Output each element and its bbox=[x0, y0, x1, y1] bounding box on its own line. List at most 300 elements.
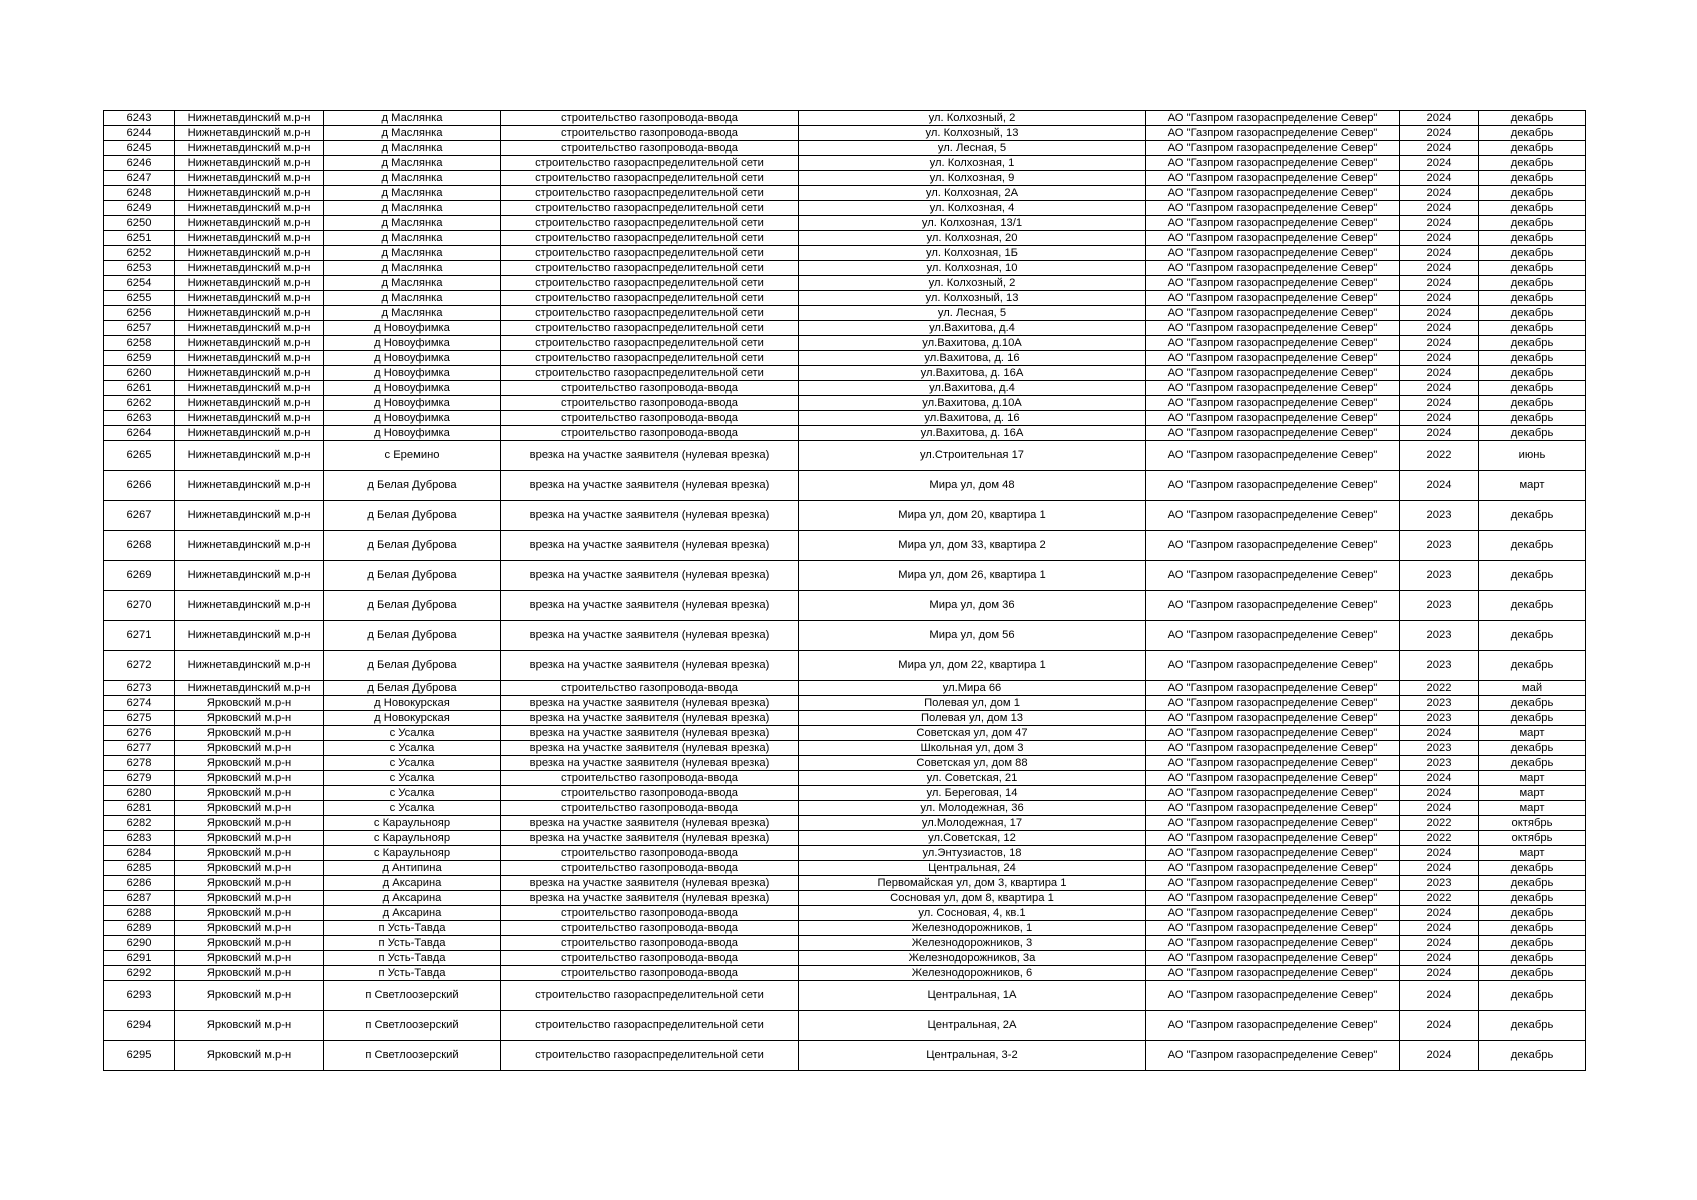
locality-cell: д Маслянка bbox=[324, 141, 501, 156]
organization-cell: АО "Газпром газораспределение Север" bbox=[1146, 396, 1400, 411]
table-row bbox=[104, 711, 1586, 726]
table-row bbox=[104, 111, 1586, 126]
district-cell: Ярковский м.р-н bbox=[175, 756, 324, 771]
month-cell: декабрь bbox=[1479, 261, 1586, 276]
organization-cell: АО "Газпром газораспределение Север" bbox=[1146, 231, 1400, 246]
row-number-cell: 6260 bbox=[104, 366, 175, 381]
work-type-cell: строительство газораспределительной сети bbox=[501, 366, 799, 381]
data-table bbox=[103, 110, 1586, 1071]
organization-cell: АО "Газпром газораспределение Север" bbox=[1146, 366, 1400, 381]
address-cell: ул. Колхозный, 2 bbox=[799, 111, 1146, 126]
locality-cell: д Маслянка bbox=[324, 126, 501, 141]
address-cell: Мира ул, дом 20, квартира 1 bbox=[799, 501, 1146, 531]
organization-cell: АО "Газпром газораспределение Север" bbox=[1146, 1011, 1400, 1041]
work-type-cell: строительство газораспределительной сети bbox=[501, 216, 799, 231]
row-number-cell: 6249 bbox=[104, 201, 175, 216]
table-row bbox=[104, 321, 1586, 336]
locality-cell: д Аксарина bbox=[324, 891, 501, 906]
month-cell: декабрь bbox=[1479, 1011, 1586, 1041]
locality-cell: д Белая Дуброва bbox=[324, 531, 501, 561]
year-cell: 2024 bbox=[1400, 321, 1479, 336]
table-row bbox=[104, 681, 1586, 696]
organization-cell: АО "Газпром газораспределение Север" bbox=[1146, 831, 1400, 846]
table-row bbox=[104, 291, 1586, 306]
month-cell: декабрь bbox=[1479, 186, 1586, 201]
table-row bbox=[104, 126, 1586, 141]
row-number-cell: 6294 bbox=[104, 1011, 175, 1041]
address-cell: ул.Вахитова, д. 16 bbox=[799, 411, 1146, 426]
month-cell: декабрь bbox=[1479, 696, 1586, 711]
table-row bbox=[104, 1041, 1586, 1071]
year-cell: 2022 bbox=[1400, 816, 1479, 831]
locality-cell: д Маслянка bbox=[324, 291, 501, 306]
row-number-cell: 6268 bbox=[104, 531, 175, 561]
row-number-cell: 6277 bbox=[104, 741, 175, 756]
locality-cell: д Белая Дуброва bbox=[324, 621, 501, 651]
table-row bbox=[104, 621, 1586, 651]
table-row bbox=[104, 396, 1586, 411]
locality-cell: с Усалка bbox=[324, 771, 501, 786]
row-number-cell: 6245 bbox=[104, 141, 175, 156]
organization-cell: АО "Газпром газораспределение Север" bbox=[1146, 186, 1400, 201]
row-number-cell: 6257 bbox=[104, 321, 175, 336]
district-cell: Ярковский м.р-н bbox=[175, 966, 324, 981]
month-cell: декабрь bbox=[1479, 246, 1586, 261]
organization-cell: АО "Газпром газораспределение Север" bbox=[1146, 216, 1400, 231]
district-cell: Нижнетавдинский м.р-н bbox=[175, 336, 324, 351]
organization-cell: АО "Газпром газораспределение Север" bbox=[1146, 681, 1400, 696]
organization-cell: АО "Газпром газораспределение Север" bbox=[1146, 696, 1400, 711]
month-cell: декабрь bbox=[1479, 906, 1586, 921]
organization-cell: АО "Газпром газораспределение Север" bbox=[1146, 261, 1400, 276]
district-cell: Нижнетавдинский м.р-н bbox=[175, 276, 324, 291]
district-cell: Нижнетавдинский м.р-н bbox=[175, 561, 324, 591]
year-cell: 2022 bbox=[1400, 891, 1479, 906]
organization-cell: АО "Газпром газораспределение Север" bbox=[1146, 621, 1400, 651]
organization-cell: АО "Газпром газораспределение Север" bbox=[1146, 246, 1400, 261]
month-cell: декабрь bbox=[1479, 171, 1586, 186]
work-type-cell: строительство газопровода-ввода bbox=[501, 786, 799, 801]
address-cell: Мира ул, дом 36 bbox=[799, 591, 1146, 621]
year-cell: 2022 bbox=[1400, 441, 1479, 471]
table-row bbox=[104, 786, 1586, 801]
work-type-cell: строительство газопровода-ввода bbox=[501, 861, 799, 876]
month-cell: май bbox=[1479, 681, 1586, 696]
organization-cell: АО "Газпром газораспределение Север" bbox=[1146, 1041, 1400, 1071]
address-cell: Мира ул, дом 33, квартира 2 bbox=[799, 531, 1146, 561]
work-type-cell: врезка на участке заявителя (нулевая врезка) bbox=[501, 831, 799, 846]
locality-cell: д Аксарина bbox=[324, 876, 501, 891]
address-cell: ул. Лесная, 5 bbox=[799, 141, 1146, 156]
month-cell: декабрь bbox=[1479, 366, 1586, 381]
month-cell: декабрь bbox=[1479, 141, 1586, 156]
row-number-cell: 6263 bbox=[104, 411, 175, 426]
district-cell: Нижнетавдинский м.р-н bbox=[175, 291, 324, 306]
work-type-cell: строительство газопровода-ввода bbox=[501, 126, 799, 141]
address-cell: ул. Молодежная, 36 bbox=[799, 801, 1146, 816]
row-number-cell: 6267 bbox=[104, 501, 175, 531]
table-row bbox=[104, 501, 1586, 531]
organization-cell: АО "Газпром газораспределение Север" bbox=[1146, 966, 1400, 981]
locality-cell: д Маслянка bbox=[324, 246, 501, 261]
work-type-cell: строительство газораспределительной сети bbox=[501, 171, 799, 186]
district-cell: Нижнетавдинский м.р-н bbox=[175, 171, 324, 186]
month-cell: декабрь bbox=[1479, 156, 1586, 171]
month-cell: декабрь bbox=[1479, 891, 1586, 906]
year-cell: 2024 bbox=[1400, 921, 1479, 936]
month-cell: декабрь bbox=[1479, 231, 1586, 246]
year-cell: 2024 bbox=[1400, 171, 1479, 186]
month-cell: декабрь bbox=[1479, 501, 1586, 531]
year-cell: 2024 bbox=[1400, 111, 1479, 126]
row-number-cell: 6256 bbox=[104, 306, 175, 321]
year-cell: 2023 bbox=[1400, 531, 1479, 561]
organization-cell: АО "Газпром газораспределение Север" bbox=[1146, 501, 1400, 531]
locality-cell: д Новокурская bbox=[324, 696, 501, 711]
year-cell: 2024 bbox=[1400, 471, 1479, 501]
district-cell: Ярковский м.р-н bbox=[175, 981, 324, 1011]
year-cell: 2023 bbox=[1400, 696, 1479, 711]
row-number-cell: 6280 bbox=[104, 786, 175, 801]
address-cell: Центральная, 3-2 bbox=[799, 1041, 1146, 1071]
locality-cell: д Маслянка bbox=[324, 186, 501, 201]
locality-cell: д Новоуфимка bbox=[324, 351, 501, 366]
year-cell: 2022 bbox=[1400, 831, 1479, 846]
year-cell: 2024 bbox=[1400, 231, 1479, 246]
table-row bbox=[104, 336, 1586, 351]
address-cell: Полевая ул, дом 13 bbox=[799, 711, 1146, 726]
organization-cell: АО "Газпром газораспределение Север" bbox=[1146, 651, 1400, 681]
district-cell: Нижнетавдинский м.р-н bbox=[175, 681, 324, 696]
month-cell: декабрь bbox=[1479, 561, 1586, 591]
locality-cell: д Маслянка bbox=[324, 261, 501, 276]
organization-cell: АО "Газпром газораспределение Север" bbox=[1146, 846, 1400, 861]
address-cell: Центральная, 2А bbox=[799, 1011, 1146, 1041]
row-number-cell: 6288 bbox=[104, 906, 175, 921]
locality-cell: с Усалка bbox=[324, 801, 501, 816]
address-cell: ул.Вахитова, д. 16А bbox=[799, 426, 1146, 441]
address-cell: Центральная, 1А bbox=[799, 981, 1146, 1011]
district-cell: Нижнетавдинский м.р-н bbox=[175, 231, 324, 246]
address-cell: ул. Колхозная, 1Б bbox=[799, 246, 1146, 261]
district-cell: Ярковский м.р-н bbox=[175, 831, 324, 846]
work-type-cell: строительство газораспределительной сети bbox=[501, 291, 799, 306]
address-cell: ул. Сосновая, 4, кв.1 bbox=[799, 906, 1146, 921]
locality-cell: п Светлоозерский bbox=[324, 981, 501, 1011]
month-cell: декабрь bbox=[1479, 201, 1586, 216]
work-type-cell: врезка на участке заявителя (нулевая врезка) bbox=[501, 756, 799, 771]
work-type-cell: строительство газораспределительной сети bbox=[501, 156, 799, 171]
address-cell: ул. Береговая, 14 bbox=[799, 786, 1146, 801]
row-number-cell: 6248 bbox=[104, 186, 175, 201]
locality-cell: п Светлоозерский bbox=[324, 1011, 501, 1041]
row-number-cell: 6293 bbox=[104, 981, 175, 1011]
table-row bbox=[104, 906, 1586, 921]
work-type-cell: строительство газопровода-ввода bbox=[501, 381, 799, 396]
row-number-cell: 6290 bbox=[104, 936, 175, 951]
organization-cell: АО "Газпром газораспределение Север" bbox=[1146, 891, 1400, 906]
table-row bbox=[104, 471, 1586, 501]
table-row bbox=[104, 246, 1586, 261]
work-type-cell: врезка на участке заявителя (нулевая врезка) bbox=[501, 711, 799, 726]
row-number-cell: 6246 bbox=[104, 156, 175, 171]
district-cell: Нижнетавдинский м.р-н bbox=[175, 321, 324, 336]
row-number-cell: 6289 bbox=[104, 921, 175, 936]
month-cell: декабрь bbox=[1479, 426, 1586, 441]
table-row bbox=[104, 351, 1586, 366]
address-cell: Сосновая ул, дом 8, квартира 1 bbox=[799, 891, 1146, 906]
table-row bbox=[104, 831, 1586, 846]
locality-cell: с Усалка bbox=[324, 741, 501, 756]
work-type-cell: врезка на участке заявителя (нулевая врезка) bbox=[501, 741, 799, 756]
work-type-cell: строительство газопровода-ввода bbox=[501, 921, 799, 936]
organization-cell: АО "Газпром газораспределение Север" bbox=[1146, 276, 1400, 291]
table-row bbox=[104, 1011, 1586, 1041]
district-cell: Ярковский м.р-н bbox=[175, 861, 324, 876]
row-number-cell: 6266 bbox=[104, 471, 175, 501]
month-cell: декабрь bbox=[1479, 276, 1586, 291]
year-cell: 2024 bbox=[1400, 246, 1479, 261]
year-cell: 2024 bbox=[1400, 336, 1479, 351]
district-cell: Нижнетавдинский м.р-н bbox=[175, 201, 324, 216]
address-cell: Первомайская ул, дом 3, квартира 1 bbox=[799, 876, 1146, 891]
work-type-cell: строительство газопровода-ввода bbox=[501, 951, 799, 966]
locality-cell: д Маслянка bbox=[324, 276, 501, 291]
work-type-cell: строительство газопровода-ввода bbox=[501, 936, 799, 951]
locality-cell: д Белая Дуброва bbox=[324, 501, 501, 531]
organization-cell: АО "Газпром газораспределение Север" bbox=[1146, 126, 1400, 141]
address-cell: ул.Вахитова, д. 16А bbox=[799, 366, 1146, 381]
organization-cell: АО "Газпром газораспределение Север" bbox=[1146, 906, 1400, 921]
locality-cell: с Караульнояр bbox=[324, 831, 501, 846]
organization-cell: АО "Газпром газораспределение Север" bbox=[1146, 441, 1400, 471]
year-cell: 2024 bbox=[1400, 261, 1479, 276]
table-row bbox=[104, 231, 1586, 246]
month-cell: март bbox=[1479, 471, 1586, 501]
month-cell: июнь bbox=[1479, 441, 1586, 471]
row-number-cell: 6295 bbox=[104, 1041, 175, 1071]
month-cell: декабрь bbox=[1479, 306, 1586, 321]
district-cell: Нижнетавдинский м.р-н bbox=[175, 351, 324, 366]
row-number-cell: 6287 bbox=[104, 891, 175, 906]
district-cell: Нижнетавдинский м.р-н bbox=[175, 216, 324, 231]
year-cell: 2024 bbox=[1400, 411, 1479, 426]
table-row bbox=[104, 861, 1586, 876]
year-cell: 2024 bbox=[1400, 291, 1479, 306]
row-number-cell: 6255 bbox=[104, 291, 175, 306]
year-cell: 2024 bbox=[1400, 381, 1479, 396]
address-cell: ул. Колхозный, 13 bbox=[799, 126, 1146, 141]
locality-cell: д Маслянка bbox=[324, 201, 501, 216]
work-type-cell: врезка на участке заявителя (нулевая врезка) bbox=[501, 591, 799, 621]
work-type-cell: строительство газораспределительной сети bbox=[501, 246, 799, 261]
work-type-cell: врезка на участке заявителя (нулевая врезка) bbox=[501, 816, 799, 831]
month-cell: март bbox=[1479, 846, 1586, 861]
month-cell: декабрь bbox=[1479, 981, 1586, 1011]
locality-cell: с Усалка bbox=[324, 756, 501, 771]
organization-cell: АО "Газпром газораспределение Север" bbox=[1146, 936, 1400, 951]
work-type-cell: строительство газопровода-ввода bbox=[501, 846, 799, 861]
district-cell: Нижнетавдинский м.р-н bbox=[175, 396, 324, 411]
district-cell: Нижнетавдинский м.р-н bbox=[175, 591, 324, 621]
month-cell: декабрь bbox=[1479, 651, 1586, 681]
work-type-cell: строительство газопровода-ввода bbox=[501, 426, 799, 441]
locality-cell: п Светлоозерский bbox=[324, 1041, 501, 1071]
organization-cell: АО "Газпром газораспределение Север" bbox=[1146, 306, 1400, 321]
locality-cell: д Новокурская bbox=[324, 711, 501, 726]
table-row bbox=[104, 966, 1586, 981]
table-row bbox=[104, 366, 1586, 381]
district-cell: Нижнетавдинский м.р-н bbox=[175, 261, 324, 276]
address-cell: Железнодорожников, 1 bbox=[799, 921, 1146, 936]
organization-cell: АО "Газпром газораспределение Север" bbox=[1146, 381, 1400, 396]
table-row bbox=[104, 591, 1586, 621]
address-cell: ул.Вахитова, д.4 bbox=[799, 321, 1146, 336]
district-cell: Ярковский м.р-н bbox=[175, 951, 324, 966]
locality-cell: п Усть-Тавда bbox=[324, 966, 501, 981]
year-cell: 2024 bbox=[1400, 801, 1479, 816]
district-cell: Ярковский м.р-н bbox=[175, 906, 324, 921]
month-cell: декабрь bbox=[1479, 1041, 1586, 1071]
organization-cell: АО "Газпром газораспределение Север" bbox=[1146, 756, 1400, 771]
year-cell: 2024 bbox=[1400, 906, 1479, 921]
work-type-cell: строительство газопровода-ввода bbox=[501, 801, 799, 816]
month-cell: март bbox=[1479, 801, 1586, 816]
district-cell: Нижнетавдинский м.р-н bbox=[175, 111, 324, 126]
month-cell: декабрь bbox=[1479, 321, 1586, 336]
organization-cell: АО "Газпром газораспределение Север" bbox=[1146, 111, 1400, 126]
organization-cell: АО "Газпром газораспределение Север" bbox=[1146, 861, 1400, 876]
locality-cell: д Новоуфимка bbox=[324, 321, 501, 336]
row-number-cell: 6269 bbox=[104, 561, 175, 591]
locality-cell: д Белая Дуброва bbox=[324, 471, 501, 501]
table-row bbox=[104, 696, 1586, 711]
district-cell: Ярковский м.р-н bbox=[175, 936, 324, 951]
year-cell: 2024 bbox=[1400, 861, 1479, 876]
organization-cell: АО "Газпром газораспределение Север" bbox=[1146, 816, 1400, 831]
row-number-cell: 6265 bbox=[104, 441, 175, 471]
work-type-cell: врезка на участке заявителя (нулевая врезка) bbox=[501, 891, 799, 906]
row-number-cell: 6284 bbox=[104, 846, 175, 861]
month-cell: октябрь bbox=[1479, 831, 1586, 846]
district-cell: Нижнетавдинский м.р-н bbox=[175, 186, 324, 201]
organization-cell: АО "Газпром газораспределение Север" bbox=[1146, 711, 1400, 726]
row-number-cell: 6275 bbox=[104, 711, 175, 726]
row-number-cell: 6285 bbox=[104, 861, 175, 876]
row-number-cell: 6250 bbox=[104, 216, 175, 231]
address-cell: ул. Колхозная, 20 bbox=[799, 231, 1146, 246]
work-type-cell: строительство газораспределительной сети bbox=[501, 1041, 799, 1071]
month-cell: декабрь bbox=[1479, 591, 1586, 621]
year-cell: 2024 bbox=[1400, 771, 1479, 786]
work-type-cell: строительство газораспределительной сети bbox=[501, 201, 799, 216]
locality-cell: с Караульнояр bbox=[324, 816, 501, 831]
table-row bbox=[104, 306, 1586, 321]
address-cell: ул.Вахитова, д.10А bbox=[799, 396, 1146, 411]
table-row bbox=[104, 561, 1586, 591]
month-cell: март bbox=[1479, 786, 1586, 801]
year-cell: 2024 bbox=[1400, 1011, 1479, 1041]
work-type-cell: врезка на участке заявителя (нулевая врезка) bbox=[501, 726, 799, 741]
organization-cell: АО "Газпром газораспределение Север" bbox=[1146, 411, 1400, 426]
table-row bbox=[104, 981, 1586, 1011]
district-cell: Нижнетавдинский м.р-н bbox=[175, 471, 324, 501]
district-cell: Ярковский м.р-н bbox=[175, 711, 324, 726]
table-row bbox=[104, 441, 1586, 471]
locality-cell: д Маслянка bbox=[324, 231, 501, 246]
district-cell: Нижнетавдинский м.р-н bbox=[175, 426, 324, 441]
work-type-cell: строительство газопровода-ввода bbox=[501, 966, 799, 981]
organization-cell: АО "Газпром газораспределение Север" bbox=[1146, 426, 1400, 441]
organization-cell: АО "Газпром газораспределение Север" bbox=[1146, 981, 1400, 1011]
table-row bbox=[104, 426, 1586, 441]
month-cell: декабрь bbox=[1479, 291, 1586, 306]
work-type-cell: строительство газораспределительной сети bbox=[501, 231, 799, 246]
organization-cell: АО "Газпром газораспределение Север" bbox=[1146, 921, 1400, 936]
organization-cell: АО "Газпром газораспределение Север" bbox=[1146, 471, 1400, 501]
district-cell: Ярковский м.р-н bbox=[175, 921, 324, 936]
row-number-cell: 6279 bbox=[104, 771, 175, 786]
organization-cell: АО "Газпром газораспределение Север" bbox=[1146, 351, 1400, 366]
table-row bbox=[104, 276, 1586, 291]
year-cell: 2024 bbox=[1400, 186, 1479, 201]
row-number-cell: 6273 bbox=[104, 681, 175, 696]
table-row bbox=[104, 936, 1586, 951]
locality-cell: д Маслянка bbox=[324, 156, 501, 171]
row-number-cell: 6278 bbox=[104, 756, 175, 771]
address-cell: ул.Советская, 12 bbox=[799, 831, 1146, 846]
month-cell: декабрь bbox=[1479, 126, 1586, 141]
month-cell: декабрь bbox=[1479, 741, 1586, 756]
table-row bbox=[104, 816, 1586, 831]
row-number-cell: 6253 bbox=[104, 261, 175, 276]
organization-cell: АО "Газпром газораспределение Север" bbox=[1146, 591, 1400, 621]
address-cell: ул.Молодежная, 17 bbox=[799, 816, 1146, 831]
locality-cell: д Белая Дуброва bbox=[324, 561, 501, 591]
organization-cell: АО "Газпром газораспределение Север" bbox=[1146, 531, 1400, 561]
work-type-cell: строительство газопровода-ввода bbox=[501, 141, 799, 156]
address-cell: Мира ул, дом 48 bbox=[799, 471, 1146, 501]
address-cell: ул. Колхозный, 2 bbox=[799, 276, 1146, 291]
row-number-cell: 6247 bbox=[104, 171, 175, 186]
table-row bbox=[104, 771, 1586, 786]
address-cell: Мира ул, дом 26, квартира 1 bbox=[799, 561, 1146, 591]
work-type-cell: врезка на участке заявителя (нулевая врезка) bbox=[501, 561, 799, 591]
month-cell: декабрь bbox=[1479, 711, 1586, 726]
table-row bbox=[104, 651, 1586, 681]
work-type-cell: врезка на участке заявителя (нулевая врезка) bbox=[501, 501, 799, 531]
table-row bbox=[104, 201, 1586, 216]
district-cell: Нижнетавдинский м.р-н bbox=[175, 306, 324, 321]
work-type-cell: врезка на участке заявителя (нулевая врезка) bbox=[501, 531, 799, 561]
organization-cell: АО "Газпром газораспределение Север" bbox=[1146, 141, 1400, 156]
month-cell: декабрь bbox=[1479, 756, 1586, 771]
year-cell: 2024 bbox=[1400, 966, 1479, 981]
organization-cell: АО "Газпром газораспределение Север" bbox=[1146, 171, 1400, 186]
month-cell: декабрь bbox=[1479, 876, 1586, 891]
address-cell: Советская ул, дом 88 bbox=[799, 756, 1146, 771]
district-cell: Ярковский м.р-н bbox=[175, 1041, 324, 1071]
work-type-cell: строительство газораспределительной сети bbox=[501, 336, 799, 351]
work-type-cell: врезка на участке заявителя (нулевая врезка) bbox=[501, 471, 799, 501]
row-number-cell: 6274 bbox=[104, 696, 175, 711]
month-cell: декабрь bbox=[1479, 216, 1586, 231]
year-cell: 2024 bbox=[1400, 936, 1479, 951]
organization-cell: АО "Газпром газораспределение Север" bbox=[1146, 726, 1400, 741]
table-row bbox=[104, 891, 1586, 906]
district-cell: Ярковский м.р-н bbox=[175, 876, 324, 891]
year-cell: 2023 bbox=[1400, 561, 1479, 591]
